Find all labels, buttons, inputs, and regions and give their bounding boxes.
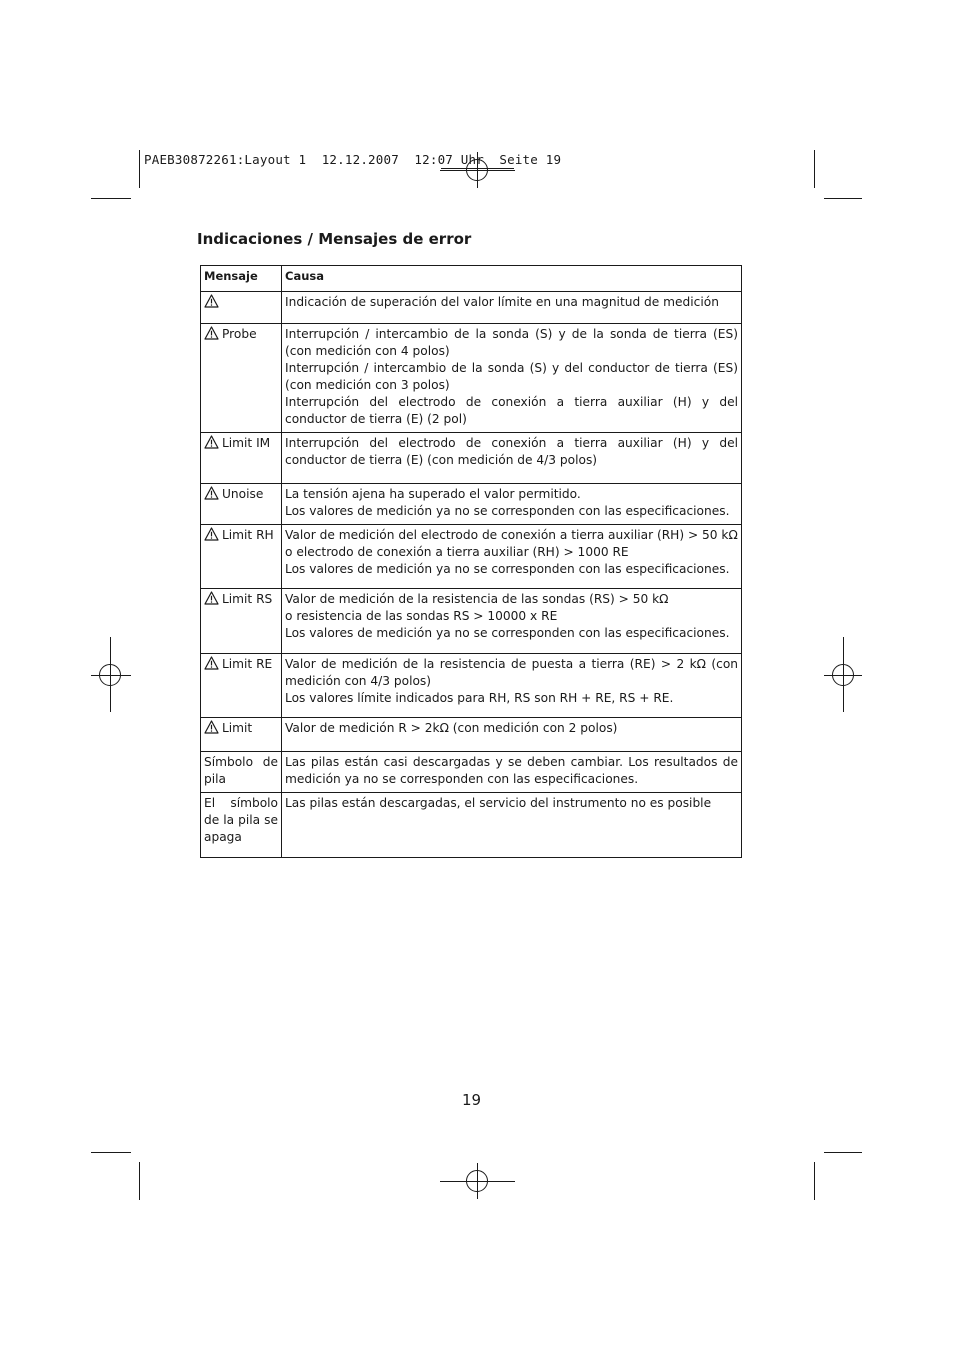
cause-text: La tensión ajena ha superado el valor permitido. — [285, 487, 581, 501]
cause-text: Interrupción / intercambio de la sonda (S) y de la sonda de tierra (ES) (con medición con 4 polos) — [285, 327, 738, 358]
cause-text: Las pilas están casi descargadas y se deben cambiar. Los resultados de medición ya no se corresponden con las especificaciones. — [285, 755, 738, 786]
cause-text: Los valores de medición ya no se corresponden con las especificaciones. — [285, 504, 730, 518]
warning-triangle-icon — [204, 720, 219, 734]
cause-text: Interrupción / intercambio de la sonda (S) y del conductor de tierra (ES) (con medición con 3 polos) — [285, 361, 738, 392]
cause-text: Los valores de medición ya no se corresponden con las especificaciones. — [285, 626, 730, 640]
cause-text: Valor de medición del electrodo de conexión a tierra auxiliar (RH) > 50 kΩ — [285, 528, 738, 542]
error-messages-table — [200, 265, 742, 858]
cause-cell — [282, 793, 742, 858]
message-text: Limit IM — [222, 436, 271, 450]
cause-text: Interrupción del electrodo de conexión a tierra auxiliar (H) y del conductor de tierra (E) (con medición de 4/3 polos) — [285, 436, 738, 467]
message-text: Símbolo de pila — [204, 755, 278, 786]
table-header-row — [201, 266, 742, 292]
message-cell — [201, 292, 282, 324]
table-row — [201, 525, 742, 589]
page-number: 19 — [462, 1091, 482, 1109]
cause-cell — [282, 324, 742, 433]
table-row — [201, 589, 742, 654]
cause-cell — [282, 525, 742, 589]
cause-text: Interrupción del electrodo de conexión a tierra auxiliar (H) y del conductor de tierra (E) (2 pol) — [285, 395, 738, 426]
message-cell — [201, 433, 282, 484]
cause-cell — [282, 589, 742, 654]
message-cell — [201, 752, 282, 793]
page-heading: Indicaciones / Mensajes de error — [197, 230, 472, 248]
cause-text: Valor de medición R > 2kΩ (con medición con 2 polos) — [285, 721, 618, 735]
warning-triangle-icon — [204, 486, 219, 500]
message-text: Probe — [222, 327, 257, 341]
column-header-mensaje: Mensaje — [201, 266, 282, 292]
message-text: Limit RE — [222, 657, 273, 671]
print-slug-line: PAEB30872261:Layout 1 12.12.2007 12:07 Uhr Seite 19 — [144, 152, 562, 167]
warning-triangle-icon — [204, 527, 219, 541]
table-row — [201, 433, 742, 484]
message-text: Limit RH — [222, 528, 274, 542]
warning-triangle-icon — [204, 326, 219, 340]
cause-cell — [282, 752, 742, 793]
table-body — [201, 292, 742, 858]
cause-text: o electrodo de conexión a tierra auxiliar (RH) > 1000 RE — [285, 545, 629, 559]
warning-triangle-icon — [204, 294, 219, 308]
cause-text: Indicación de superación del valor límite en una magnitud de medición — [285, 295, 719, 309]
cause-cell — [282, 433, 742, 484]
message-cell — [201, 793, 282, 858]
slug-underline — [441, 168, 514, 169]
cause-text: Valor de medición de la resistencia de puesta a tierra (RE) > 2 kΩ (con medición con 4/3 polos) — [285, 657, 738, 688]
message-text: Unoise — [222, 487, 264, 501]
cause-cell — [282, 484, 742, 525]
cause-cell — [282, 718, 742, 752]
message-text: Limit RS — [222, 592, 273, 606]
message-cell — [201, 525, 282, 589]
cause-text: Los valores límite indicados para RH, RS son RH + RE, RS + RE. — [285, 691, 674, 705]
table-row — [201, 292, 742, 324]
table-row — [201, 654, 742, 718]
message-cell — [201, 484, 282, 525]
message-cell — [201, 718, 282, 752]
cause-cell — [282, 292, 742, 324]
column-header-causa: Causa — [282, 266, 742, 292]
cause-text: o resistencia de las sondas RS > 10000 x RE — [285, 609, 558, 623]
message-cell — [201, 324, 282, 433]
table-row — [201, 484, 742, 525]
cause-cell — [282, 654, 742, 718]
warning-triangle-icon — [204, 656, 219, 670]
cause-text: Los valores de medición ya no se corresponden con las especificaciones. — [285, 562, 730, 576]
table-row — [201, 793, 742, 858]
table-row — [201, 752, 742, 793]
cause-text: Valor de medición de la resistencia de las sondas (RS) > 50 kΩ — [285, 592, 669, 606]
warning-triangle-icon — [204, 435, 219, 449]
message-text: El símbolo de la pila se apaga — [204, 796, 278, 844]
message-text: Limit — [222, 721, 253, 735]
message-cell — [201, 654, 282, 718]
warning-triangle-icon — [204, 591, 219, 605]
cause-text: Las pilas están descargadas, el servicio del instrumento no es posible — [285, 796, 712, 810]
message-cell — [201, 589, 282, 654]
table-row — [201, 324, 742, 433]
table-row — [201, 718, 742, 752]
